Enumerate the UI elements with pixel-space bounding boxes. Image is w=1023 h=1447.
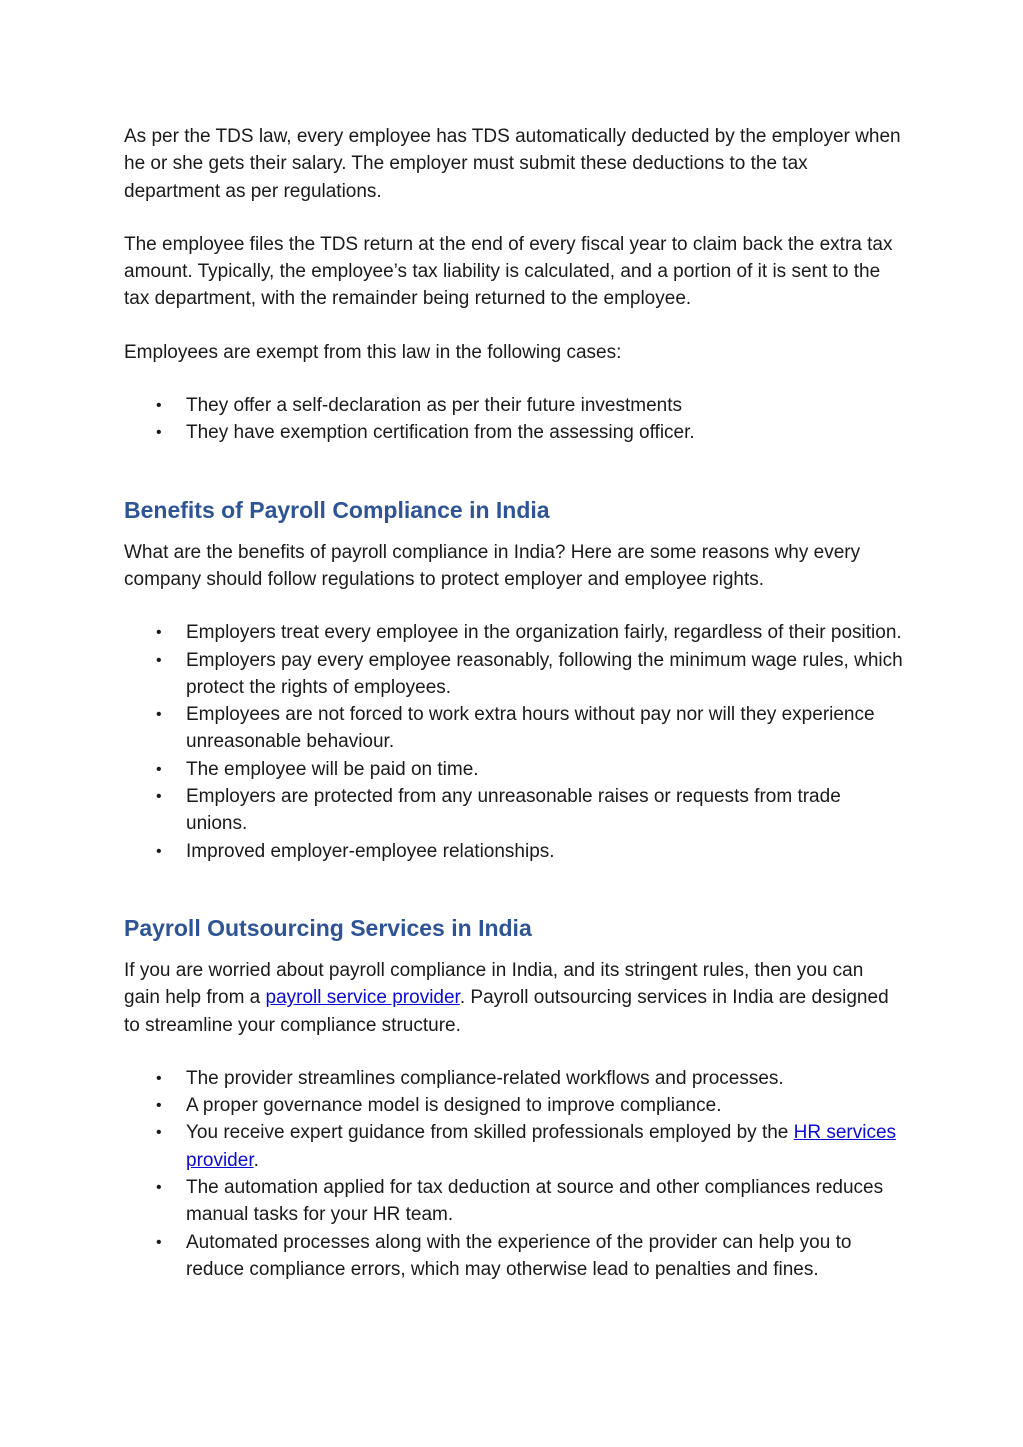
- list-item: • Employers are protected from any unreasonable raises or requests from trade unions.: [124, 783, 904, 838]
- bullet-text-after-link: .: [253, 1149, 259, 1171]
- benefits-list: [124, 619, 904, 865]
- intro-paragraph-2: The employee files the TDS return at the end of every fiscal year to claim back the extra tax amount. Typically, the employee’s tax liability is calculated, and a portion of it is sent to the tax department, with the remainder being returned to the employee.: [124, 233, 893, 310]
- outsourcing-heading: Payroll Outsourcing Services in India: [124, 914, 532, 941]
- document-body: [124, 123, 904, 1309]
- list-item: • The provider streamlines compliance-related workflows and processes.: [124, 1065, 904, 1092]
- outsourcing-text-after-link: . Payroll outsourcing services in India are designed to streamline your compliance structure.: [124, 987, 889, 1036]
- intro-paragraph-3: Employees are exempt from this law in the following cases:: [124, 341, 622, 363]
- payroll-service-provider-link[interactable]: payroll service provider: [265, 987, 460, 1009]
- outsourcing-text-before-link: If you are worried about payroll compliance in India, and its stringent rules, then you can gain help from a: [124, 959, 864, 1009]
- exemption-list: [124, 392, 904, 447]
- list-item: • Automated processes along with the experience of the provider can help you to reduce compliance errors, which may otherwise lead to penalties and fines.: [124, 1229, 904, 1284]
- list-item: • Improved employer-employee relationships.: [124, 838, 904, 865]
- hr-services-provider-link[interactable]: HR services provider: [186, 1122, 897, 1171]
- list-item: [124, 1119, 904, 1174]
- bullet-text-before-link: You receive expert guidance from skilled professionals employed by the: [186, 1122, 794, 1144]
- list-item: • The automation applied for tax deduction at source and other compliances reduces manual tasks for your HR team.: [124, 1174, 904, 1229]
- list-item: • A proper governance model is designed to improve compliance.: [124, 1092, 904, 1119]
- list-item: • Employers pay every employee reasonably, following the minimum wage rules, which protect the rights of employees.: [124, 647, 904, 702]
- benefits-heading: Benefits of Payroll Compliance in India: [124, 496, 550, 523]
- list-item: • The employee will be paid on time.: [124, 756, 904, 783]
- intro-paragraph-1: As per the TDS law, every employee has TDS automatically deducted by the employer when he or she gets their salary. The employer must submit these deductions to the tax department as per regulations.: [124, 126, 901, 202]
- list-item: • They have exemption certification from the assessing officer.: [124, 419, 904, 446]
- list-item: • They offer a self-declaration as per their future investments: [124, 392, 904, 419]
- outsourcing-paragraph: [124, 957, 904, 1039]
- benefits-paragraph: What are the benefits of payroll compliance in India? Here are some reasons why every company should follow regulations to protect employer and employee rights.: [124, 541, 861, 590]
- outsourcing-list: [124, 1065, 904, 1283]
- list-item: • Employers treat every employee in the organization fairly, regardless of their position.: [124, 619, 904, 646]
- list-item: • Employees are not forced to work extra hours without pay nor will they experience unreasonable behaviour.: [124, 701, 904, 756]
